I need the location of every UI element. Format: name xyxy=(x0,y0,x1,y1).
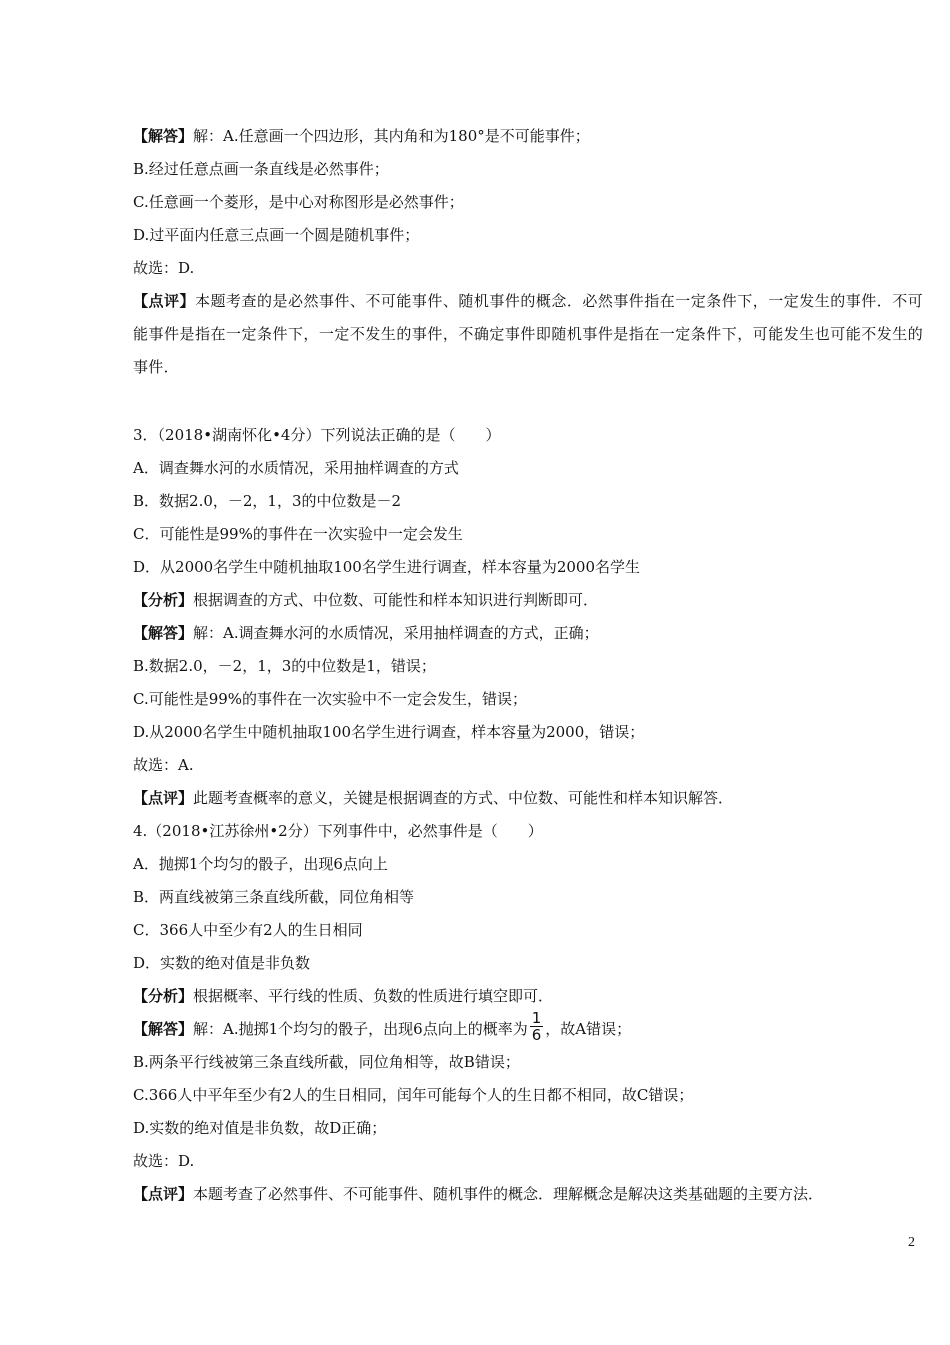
page-number: 2 xyxy=(908,1235,915,1250)
text-line: C.366人中平年至少有2人的生日相同，闰年可能每个人的生日都不相同，故C错误； xyxy=(133,1086,694,1104)
text-line: A．调查舞水河的水质情况，采用抽样调查的方式 xyxy=(133,459,459,477)
text-line: B.经过任意点画一条直线是必然事件； xyxy=(133,160,389,178)
text-line: 故选：A. xyxy=(133,756,194,774)
text-line: 【解答】解：A.调查舞水河的水质情况，采用抽样调查的方式，正确； xyxy=(133,624,599,642)
fraction-numerator: 1 xyxy=(531,1008,542,1027)
text-line: 4.（2018•江苏徐州•2分）下列事件中，必然事件是（ ） xyxy=(133,822,543,840)
section-gap xyxy=(133,384,923,419)
question-3 xyxy=(133,419,923,815)
text-line: 【点评】此题考查概率的意义，关键是根据调查的方式、中位数、可能性和样本知识解答． xyxy=(133,789,734,807)
text-line: B．两直线被第三条直线所截，同位角相等 xyxy=(133,888,415,906)
text-line: D.从2000名学生中随机抽取100名学生进行调查，样本容量为2000，错误； xyxy=(133,723,645,741)
text-line: 3．（2018•湖南怀化•4分）下列说法正确的是（ ） xyxy=(133,426,501,444)
text-line: D.过平面内任意三点画一个圆是随机事件； xyxy=(133,226,420,244)
text-line: 【分析】根据概率、平行线的性质、负数的性质进行填空即可． xyxy=(133,987,554,1005)
text-line: 【分析】根据调查的方式、中位数、可能性和样本知识进行判断即可． xyxy=(133,591,599,609)
fraction-denominator: 6 xyxy=(531,1025,542,1044)
text-line: C．366人中至少有2人的生日相同 xyxy=(133,921,363,939)
text-line: C.可能性是99%的事件在一次实验中不一定会发生，错误； xyxy=(133,690,528,708)
document-body xyxy=(133,120,923,1211)
text-line: C.任意画一个菱形，是中心对称图形是必然事件； xyxy=(133,193,464,211)
comment-paragraph: 【点评】本题考查的是必然事件、不可能事件、随机事件的概念．必然事件指在一定条件下，一定发生的事件．不可能事件是指在一定条件下，一定不发生的事件，不确定事件即随机事件是指在一定条件下，可能发生也可能不发生的事件． xyxy=(133,292,924,376)
text-line: 故选：D. xyxy=(133,259,195,277)
text-line: D.实数的绝对值是非负数，故D正确； xyxy=(133,1119,387,1137)
text-line: D．从2000名学生中随机抽取100名学生进行调查，样本容量为2000名学生 xyxy=(133,558,641,576)
text-line: 【解答】解：A.任意画一个四边形，其内角和为180°是不可能事件； xyxy=(133,127,590,145)
text-line: B．数据2.0，－2，1，3的中位数是－2 xyxy=(133,492,402,510)
text-line: 故选：D. xyxy=(133,1152,195,1170)
fraction-one-sixth xyxy=(530,1010,544,1043)
text-line: 【点评】本题考查了必然事件、不可能事件、随机事件的概念．理解概念是解决这类基础题的主要方法． xyxy=(133,1185,824,1203)
text-line: B.数据2.0，－2，1，3的中位数是1，错误； xyxy=(133,657,436,675)
question-4 xyxy=(133,815,923,1211)
text-line: B.两条平行线被第三条直线所截，同位角相等，故B错误； xyxy=(133,1053,520,1071)
text-line: A．抛掷1个均匀的骰子，出现6点向上 xyxy=(133,855,388,873)
answer-line-with-fraction: 【解答】解：A.抛掷1个均匀的骰子，出现6点向上的概率为 $\frac{1}{6}$ ，故A错误； xyxy=(133,1008,632,1044)
text-line: C．可能性是99%的事件在一次实验中一定会发生 xyxy=(133,525,463,543)
section-top xyxy=(133,120,923,384)
text-line: D．实数的绝对值是非负数 xyxy=(133,954,311,972)
